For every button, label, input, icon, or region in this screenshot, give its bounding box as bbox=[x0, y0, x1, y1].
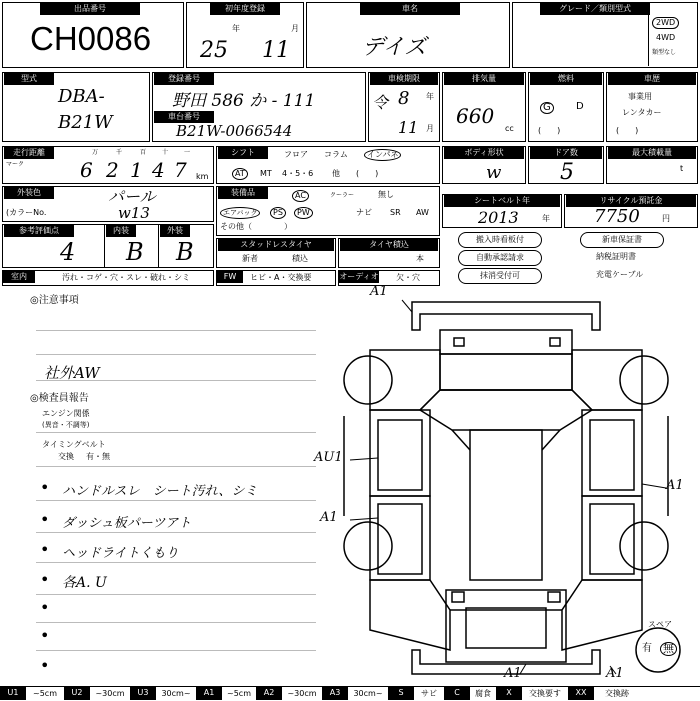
use-business[interactable]: 事業用 bbox=[628, 92, 652, 101]
note-line bbox=[36, 650, 316, 651]
fuel-d[interactable]: D bbox=[576, 101, 584, 112]
note-line bbox=[36, 500, 316, 501]
note-line bbox=[36, 622, 316, 623]
max-load-unit: t bbox=[680, 164, 684, 173]
report-bullet: • bbox=[40, 656, 50, 675]
report-bullet: • bbox=[40, 478, 50, 497]
legend-value: 腐食 bbox=[470, 686, 496, 700]
fw-label: FW bbox=[217, 271, 243, 283]
mileage-digit: 4 bbox=[152, 158, 165, 182]
legend-value: 交換要す bbox=[522, 686, 568, 700]
note-line bbox=[36, 562, 316, 563]
shift-gears: 4・5・6 bbox=[282, 169, 314, 178]
note-line bbox=[36, 380, 316, 381]
shift-mt[interactable]: MT bbox=[260, 169, 272, 178]
shift-other: 他 bbox=[332, 169, 340, 178]
fuel-paren: ( ) bbox=[538, 126, 561, 135]
legend-key: X bbox=[496, 686, 522, 700]
shift-panel[interactable]: インパネ bbox=[364, 149, 401, 161]
spare-no[interactable]: 無 bbox=[660, 642, 677, 656]
lot-number: CH0086 bbox=[30, 20, 152, 57]
mileage-digit: 2 bbox=[106, 158, 119, 182]
seatbelt-label: シートベルト年 bbox=[444, 195, 560, 207]
first-reg-year-unit: 年 bbox=[232, 24, 240, 33]
displacement-value: 660 bbox=[456, 104, 495, 128]
displacement-label: 排気量 bbox=[444, 73, 524, 85]
equip-aw[interactable]: AW bbox=[416, 208, 429, 217]
legend-value: ~5cm bbox=[26, 686, 64, 700]
import-sign-button[interactable]: 搬入時看板付 bbox=[458, 232, 542, 248]
legend-key: C bbox=[444, 686, 470, 700]
mileage-unit: 十 bbox=[162, 149, 169, 156]
report-timing: タイミングベルト bbox=[42, 440, 106, 449]
legend-key: U2 bbox=[64, 686, 90, 700]
damage-mark: A1 bbox=[606, 666, 624, 681]
first-reg-year: 25 bbox=[200, 38, 228, 63]
use-label: 車歴 bbox=[608, 73, 696, 85]
mileage-digit: 7 bbox=[174, 158, 187, 182]
recycle-label: リサイクル預託金 bbox=[566, 195, 696, 207]
report-item: ハンドルスレ シート汚れ、シミ bbox=[62, 484, 258, 499]
legend-key: A3 bbox=[322, 686, 348, 700]
mileage-km: km bbox=[196, 172, 209, 181]
grade-4wd[interactable]: 4WD bbox=[656, 33, 676, 42]
legend-value: ~30cm bbox=[90, 686, 130, 700]
erase-button[interactable]: 抹消受付可 bbox=[458, 268, 542, 284]
inspection-era: 令 bbox=[372, 93, 389, 112]
car-diagram bbox=[320, 290, 698, 686]
report-bullet: • bbox=[40, 570, 50, 589]
use-rental[interactable]: レンタカー bbox=[622, 108, 662, 117]
model-label: 型式 bbox=[4, 73, 54, 85]
fuel-g[interactable]: G bbox=[540, 102, 554, 114]
audio-items: 欠・穴 bbox=[396, 273, 420, 282]
fuel-label: 燃料 bbox=[530, 73, 602, 85]
damage-mark: A1 bbox=[504, 666, 522, 681]
warranty-button[interactable]: 新車保証書 bbox=[580, 232, 664, 248]
score-interior: B bbox=[126, 238, 144, 266]
mileage-digit: 1 bbox=[130, 158, 143, 182]
seatbelt-year: 2013 bbox=[478, 208, 519, 227]
tire-label: タイヤ積込 bbox=[340, 239, 438, 251]
shift-column[interactable]: コラム bbox=[324, 150, 348, 159]
grade-2wd[interactable]: 2WD bbox=[652, 17, 679, 29]
color-code-label: (カラーNo. bbox=[6, 208, 47, 217]
equip-cooler[interactable]: クーラー bbox=[330, 192, 355, 199]
studless-new[interactable]: 新者 bbox=[242, 254, 258, 263]
mileage-unit: 万 bbox=[92, 149, 99, 156]
equip-pw[interactable]: PW bbox=[294, 207, 313, 219]
report-item: ヘッドライトくもり bbox=[62, 546, 179, 561]
model-line1: DBA- bbox=[58, 86, 105, 107]
equip-sr[interactable]: SR bbox=[390, 208, 401, 217]
doors-value: 5 bbox=[560, 160, 574, 185]
equip-navi[interactable]: ナビ bbox=[356, 208, 372, 217]
damage-mark: A1 bbox=[370, 284, 388, 299]
shift-label: シフト bbox=[218, 147, 268, 159]
first-reg-month-unit: 月 bbox=[291, 24, 299, 33]
shift-at[interactable]: AT bbox=[232, 168, 248, 180]
legend-key: XX bbox=[568, 686, 594, 700]
damage-mark: A1 bbox=[320, 510, 338, 525]
report-engine-sub: (異音・不調等) bbox=[42, 421, 90, 429]
tire-unit: 本 bbox=[416, 254, 424, 263]
inspection-month: 11 bbox=[398, 118, 419, 137]
registration-number: 野田 586 か - 111 bbox=[172, 91, 316, 111]
report-title: ◎検査員報告 bbox=[30, 393, 89, 404]
legend-value: ~5cm bbox=[222, 686, 256, 700]
legend-value: ~30cm bbox=[282, 686, 322, 700]
color-code: w13 bbox=[118, 204, 150, 222]
registration-label: 登録番号 bbox=[154, 73, 214, 85]
legend-key: A1 bbox=[196, 686, 222, 700]
self-request-button[interactable]: 自動承認請求 bbox=[458, 250, 542, 266]
studless-label: スタッドレスタイヤ bbox=[218, 239, 334, 251]
recycle-value: 7750 bbox=[594, 206, 640, 227]
report-engine: エンジン関係 bbox=[42, 409, 90, 418]
equip-none[interactable]: 無し bbox=[378, 190, 394, 199]
scores-divider bbox=[104, 224, 105, 268]
mileage-label: 走行距離 bbox=[4, 147, 54, 159]
equip-other: その他（ ） bbox=[220, 222, 292, 231]
max-load-label: 最大積載量 bbox=[608, 147, 696, 159]
mileage-unit: 一 bbox=[184, 149, 191, 156]
legend-key: U3 bbox=[130, 686, 156, 700]
mileage-unit: 百 bbox=[140, 149, 147, 156]
shift-paren: ( ) bbox=[356, 169, 379, 178]
legend-value: サビ bbox=[414, 686, 444, 700]
fw-items: ヒビ・A・交換要 bbox=[250, 273, 312, 282]
inspection-month-unit: 月 bbox=[426, 124, 434, 133]
legend-value: 30cm~ bbox=[348, 686, 388, 700]
color-label: 外装色 bbox=[4, 187, 54, 199]
body-shape-label: ボディ形状 bbox=[444, 147, 524, 159]
legend-value: 30cm~ bbox=[156, 686, 196, 700]
first-reg-label: 初年度登録 bbox=[210, 3, 280, 15]
mileage-mark: マーク bbox=[6, 161, 25, 168]
report-item: 各A. U bbox=[62, 575, 107, 591]
report-item: ダッシュ板パーツアト bbox=[62, 516, 192, 531]
inspection-year-unit: 年 bbox=[426, 92, 434, 101]
lot-number-label: 出品番号 bbox=[40, 3, 140, 15]
report-bullet: • bbox=[40, 598, 50, 617]
note-line bbox=[36, 432, 316, 433]
score-exterior-label: 外装 bbox=[160, 225, 190, 237]
use-paren: ( ) bbox=[616, 126, 639, 135]
score-overall: 4 bbox=[60, 238, 76, 266]
damage-mark: A1 bbox=[666, 478, 684, 493]
report-exchange-opts: 有・無 bbox=[86, 452, 110, 461]
mileage-digit: 6 bbox=[80, 158, 93, 182]
scores-label: 参考評価点 bbox=[4, 225, 74, 237]
note-line bbox=[36, 594, 316, 595]
report-exchange: 交換 bbox=[58, 452, 74, 461]
audio-label: オーディオ bbox=[339, 272, 379, 281]
legend-value: 交換跡 bbox=[594, 686, 640, 700]
doors-label: ドア数 bbox=[530, 147, 602, 159]
charge-cable-button[interactable]: 充電ケーブル bbox=[596, 270, 644, 279]
car-name-label: 車名 bbox=[360, 3, 460, 15]
equipment-label: 装備品 bbox=[218, 187, 268, 199]
note-line bbox=[36, 354, 316, 355]
model-line2: B21W bbox=[58, 112, 113, 133]
damage-mark: AU1 bbox=[314, 450, 343, 465]
note-line bbox=[36, 466, 316, 467]
equip-ps[interactable]: PS bbox=[270, 207, 286, 219]
grade-type-none: 類型なし bbox=[652, 49, 677, 56]
seatbelt-unit: 年 bbox=[542, 214, 550, 223]
score-exterior: B bbox=[176, 238, 194, 266]
body-shape: w bbox=[486, 162, 502, 183]
spare-label: スペア bbox=[648, 620, 672, 629]
color-value: パール bbox=[108, 187, 156, 206]
inspection-year: 8 bbox=[398, 88, 410, 109]
grade-label: グレード／類別型式 bbox=[540, 3, 650, 15]
legend-key: S bbox=[388, 686, 414, 700]
studless-used[interactable]: 積込 bbox=[292, 254, 308, 263]
spare-yes[interactable]: 有 bbox=[642, 643, 652, 654]
inspection-label: 車検期限 bbox=[370, 73, 438, 85]
chassis-number: B21W-0066544 bbox=[176, 122, 293, 140]
first-reg-month: 11 bbox=[262, 38, 290, 63]
interior-row-items: 汚れ・コゲ・穴・スレ・破れ・シミ bbox=[62, 273, 190, 282]
equip-airbag[interactable]: エアバック bbox=[220, 207, 260, 219]
note-line bbox=[36, 532, 316, 533]
scores-divider bbox=[158, 224, 159, 268]
mileage-unit: 千 bbox=[116, 149, 123, 156]
equip-ac[interactable]: AC bbox=[292, 190, 309, 202]
interior-row-label: 室内 bbox=[3, 271, 35, 283]
shift-floor[interactable]: フロア bbox=[284, 150, 308, 159]
recycle-unit: 円 bbox=[662, 214, 670, 223]
legend-key: U1 bbox=[0, 686, 26, 700]
note-aftermarket-aw: 社外AW bbox=[44, 364, 100, 382]
report-bullet: • bbox=[40, 540, 50, 559]
car-name: デイズ bbox=[362, 35, 427, 60]
chassis-label: 車台番号 bbox=[154, 111, 214, 123]
tax-cert-button[interactable]: 納税証明書 bbox=[596, 252, 636, 261]
displacement-unit: cc bbox=[505, 124, 514, 133]
notes-title: ◎注意事項 bbox=[30, 295, 79, 306]
report-bullet: • bbox=[40, 626, 50, 645]
report-bullet: • bbox=[40, 510, 50, 529]
note-line bbox=[36, 330, 316, 331]
score-interior-label: 内装 bbox=[106, 225, 136, 237]
legend-key: A2 bbox=[256, 686, 282, 700]
